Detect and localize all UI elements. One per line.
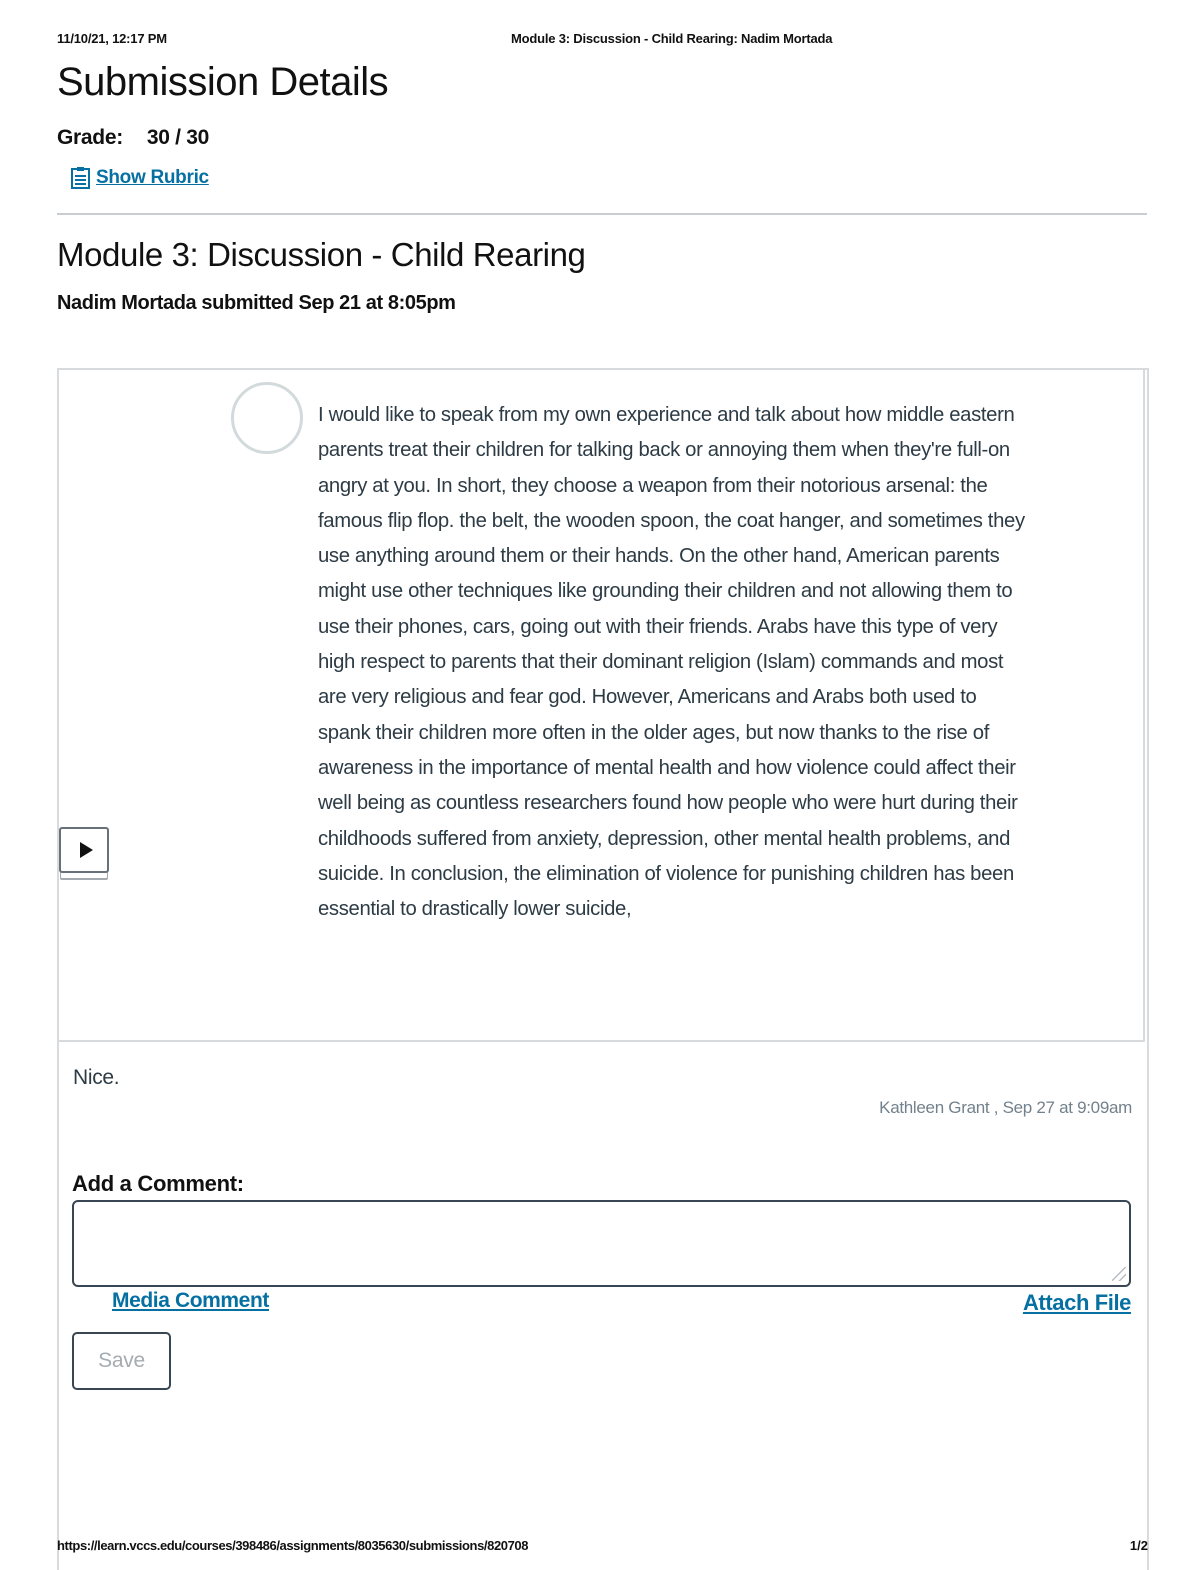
page-title: Submission Details	[57, 60, 389, 104]
grade-row	[57, 126, 209, 150]
avatar	[231, 382, 303, 454]
media-comment-link[interactable]: Media Comment	[112, 1289, 269, 1312]
comment-text: Nice.	[73, 1066, 120, 1089]
grade-value: 30 / 30	[146, 126, 210, 149]
print-header-datetime: 11/10/21, 12:17 PM	[57, 31, 167, 46]
print-footer-page: 1/2	[1129, 1538, 1148, 1553]
grade-label: Grade:	[57, 126, 123, 149]
section-divider	[57, 213, 1147, 215]
comment-meta: Kathleen Grant , Sep 27 at 9:09am	[879, 1098, 1132, 1117]
print-header-title: Module 3: Discussion - Child Rearing: Nadim Mortada	[511, 31, 833, 46]
submission-info: Nadim Mortada submitted Sep 21 at 8:05pm	[57, 292, 456, 314]
save-button[interactable]: Save	[72, 1332, 171, 1390]
play-icon	[80, 842, 93, 858]
print-footer-url: https://learn.vccs.edu/courses/398486/assignments/8035630/submissions/820708	[57, 1538, 529, 1553]
rubric-icon	[70, 166, 92, 190]
show-rubric-link[interactable]	[70, 166, 209, 190]
add-comment-label: Add a Comment:	[72, 1171, 244, 1196]
attach-file-link[interactable]: Attach File	[1022, 1290, 1131, 1315]
play-button[interactable]	[59, 827, 109, 873]
discussion-preview[interactable]	[57, 368, 1145, 1042]
show-rubric-label: Show Rubric	[96, 167, 209, 188]
resize-handle-icon[interactable]	[1112, 1267, 1126, 1281]
discussion-post-body: I would like to speak from my own experience and talk about how middle eastern parents treat their children for talking back or annoying them when they're full-on angry at you. In short, they choose a weapon from their notorious arsenal: the famous flip flop. the belt, the wooden spoon, the coat hanger, and sometimes they use anything around them or their hands. On the other hand, American parents might use other techniques like grounding their children and not allowing them to use their phones, cars, going out with their friends. Arabs have this type of very high respect to parents that their dominant religion (Islam) commands and most are very religious and fear god. However, Americans and Arabs both used to spank their children more often in the older ages, but now thanks to the rise of awareness in the importance of mental health and how violence could affect their well being as countless researchers found how people who were hurt during their childhoods suffered from anxiety, depression, other mental health problems, and suicide. In conclusion, the elimination of violence for punishing children has been essential to drastically lower suicide,	[318, 404, 1025, 921]
assignment-title: Module 3: Discussion - Child Rearing	[57, 236, 586, 273]
comment-input[interactable]	[72, 1200, 1131, 1287]
